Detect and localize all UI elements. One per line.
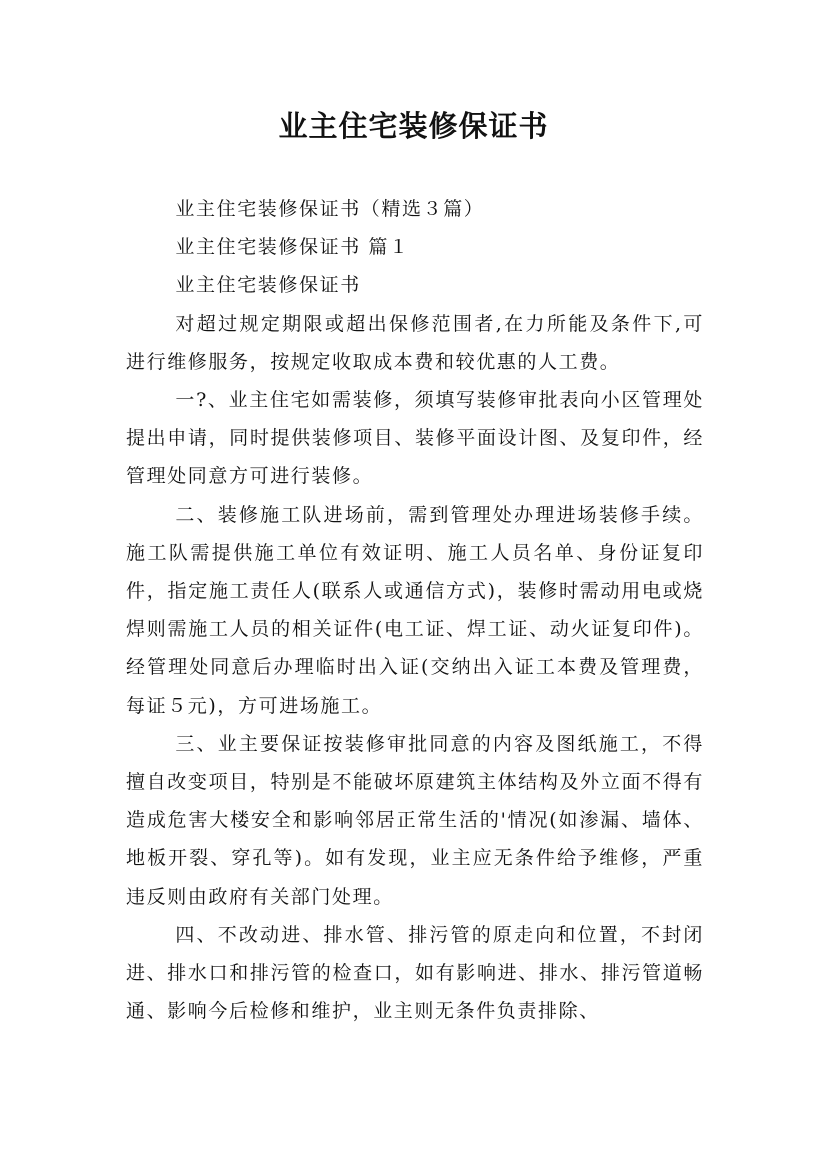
paragraph-intro: 对超过规定期限或超出保修范围者,在力所能及条件下,可进行维修服务，按规定收取成本费和较优惠的人工费。: [126, 312, 704, 373]
paragraph-clause-1: 一?、业主住宅如需装修，须填写装修审批表向小区管理处提出申请，同时提供装修项目、装修平面设计图、及复印件，经管理处同意方可进行装修。: [126, 389, 704, 488]
subtitle-part-1: 业主住宅装修保证书 篇１: [175, 236, 410, 259]
paragraph-clause-3: 三、业主要保证按装修审批同意的内容及图纸施工，不得擅自改变项目，特别是不能破坏原建筑主体结构及外立面不得有造成危害大楼安全和影响邻居正常生活的'情况(如渗漏、墙体、地板开裂、穿孔等)。如有发现，业主应无条件给予维修，严重违反则由政府有关部门处理。: [126, 732, 704, 908]
paragraph-clause-4: 四、不改动进、排水管、排污管的原走向和位置，不封闭进、排水口和排污管的检查口，如有影响进、排水、排污管道畅通、影响今后检修和维护，业主则无条件负责排除、: [126, 923, 704, 1023]
subtitle-collection: 业主住宅装修保证书（精选３篇）: [175, 198, 485, 220]
section-heading: 业主住宅装修保证书: [175, 274, 361, 297]
paragraph-clause-2: 二、装修施工队进场前，需到管理处办理进场装修手续。施工队需提供施工单位有效证明、施工人员名单、身份证复印件，指定施工责任人(联系人或通信方式)，装修时需动用电或烧焊则需施工人员的相关证件(电工证、焊工证、动火证复印件)。经管理处同意后办理临时出入证(交纳出入证工本费及管理费，每证５元)，方可进场施工。: [126, 503, 704, 717]
document-title: 业主住宅装修保证书: [278, 109, 549, 143]
document-body: [126, 190, 704, 1030]
